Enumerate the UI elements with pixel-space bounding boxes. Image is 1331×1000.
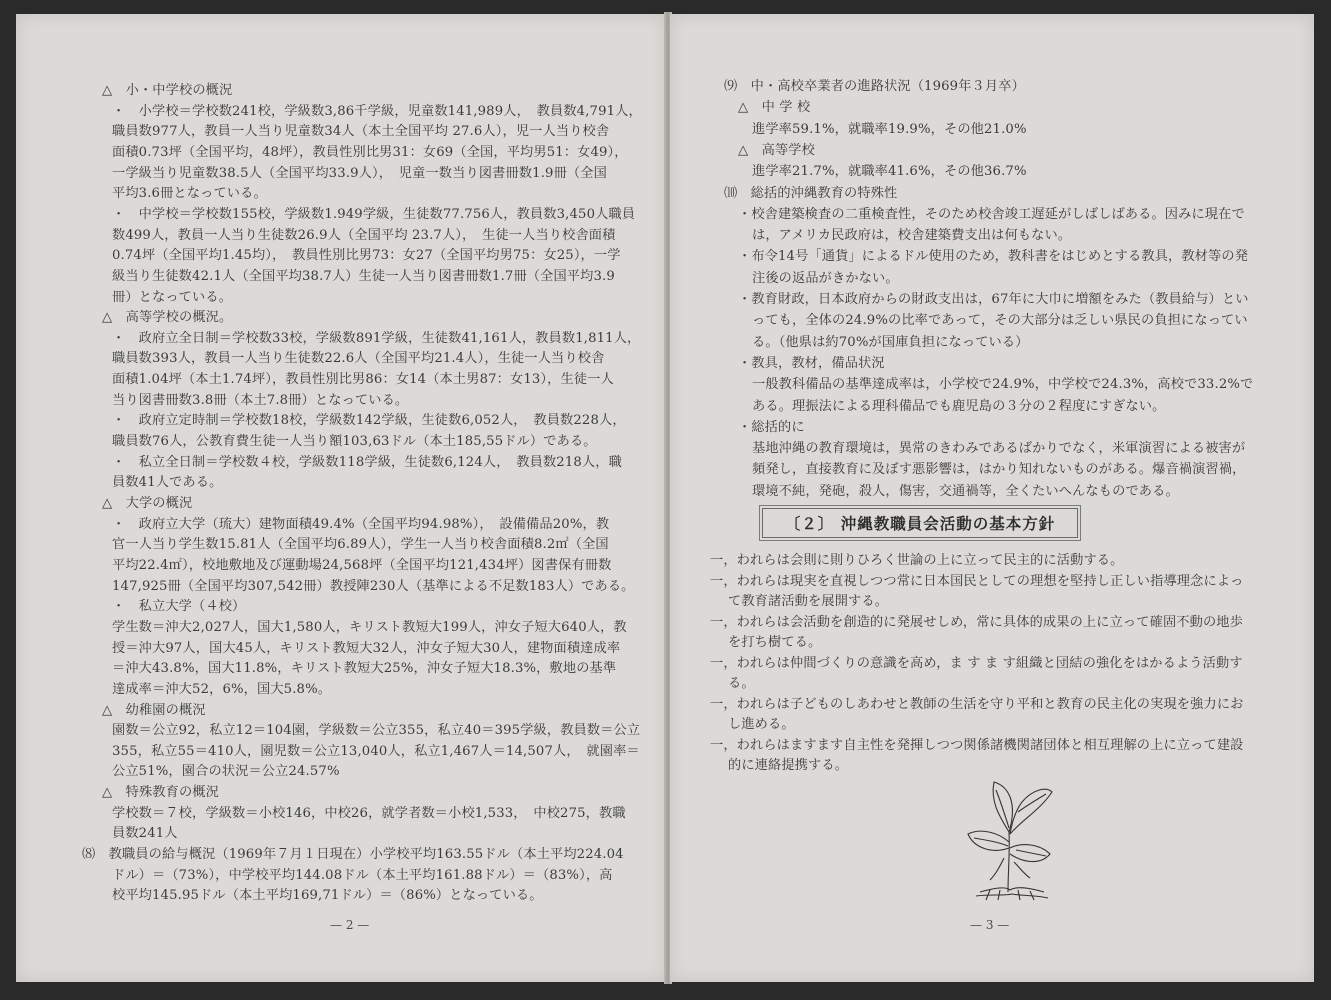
text-line: 注後の返品がきかない。 — [752, 270, 899, 286]
text-line: 官一人当り学生数15.81人（全国平均6.89人），学生一人当り校舎面積8.2㎡（全国 — [112, 537, 609, 553]
text-line: ⑼ 中・高校卒業者の進路状況（1969年３月卒） — [724, 79, 1025, 94]
text-line: ・ 私立大学（４校） — [112, 599, 246, 615]
text-line: 当り図書冊数3.8冊（本土7.8冊）となっている。 — [112, 392, 409, 408]
text-line: 園数＝公立92，私立12＝104園，学級数＝公立355，私立40＝395学級，教員数＝公立 — [112, 723, 641, 739]
text-line: 一，われらは仲間づくりの意識を高め，ま す ま す組織と団結の強化をはかるよう活動す — [710, 655, 1243, 671]
text-line: 頻発し，直接教育に及ぼす悪影響は，はかり知れないものがある。爆音禍演習禍， — [752, 462, 1246, 478]
plant-illustration-icon — [960, 762, 1060, 904]
text-line: ・布令14号「通貨」によるドル使用のため，教科書をはじめとする教具，教材等の発 — [738, 249, 1249, 265]
text-line: ・ 私立全日制＝学校数４校，学級数118学級，生徒数6,124人， 教員数218人，職 — [112, 454, 622, 470]
text-line: 147,925冊（全国平均307,542冊）教授陣230人（基準による不足数183人）である。 — [112, 578, 635, 594]
text-line: し進める。 — [728, 717, 795, 732]
text-line: △ 高等学校 — [738, 142, 815, 158]
text-line: を打ち樹てる。 — [728, 635, 822, 650]
text-line: ・総括的に — [738, 419, 805, 435]
text-line: 職員数393人，教員一人当り生徒数22.6人（全国平均21.4人），生徒一人当り校舎 — [112, 351, 605, 367]
text-line: △ 中 学 校 — [738, 100, 811, 116]
text-line: ・ 小学校＝学校数241校，学級数3,86千学級，児童数141,989人， 教員数4,791人， — [112, 103, 642, 119]
text-line: ・教具，教材，備品状況 — [738, 355, 885, 371]
page-number-left: — 2 — — [330, 918, 370, 932]
text-line: ある。理振法による理科備品でも鹿児島の３分の２程度にすぎない。 — [752, 398, 1166, 414]
text-line: 公立51%，園合の状況＝公立24.57% — [112, 764, 340, 780]
text-line: 一学級当り児童数38.5人（全国平均33.9人）， 児童一数当り図書冊数1.9冊（全国 — [112, 165, 607, 181]
page-number-right: — 3 — — [970, 918, 1010, 932]
text-line: 基地沖縄の教育環境は，異常のきわみであるばかりでなく，米軍演習による被害が — [752, 441, 1246, 457]
text-line: △ 小・中学校の概況 — [102, 83, 233, 98]
text-line: 数499人，教員一人当り生徒数26.9人（全国平均 23.7人）， 生徒一人当り校舎面積 — [112, 227, 616, 243]
text-line: 職員数76人，公教育費生徒一人当り額103,63ドル（本土185,55ドル）である。 — [112, 434, 597, 450]
text-line: ＝沖大43.8%，国大11.8%，キリスト教短大25%，沖女子短大18.3%，敷地の基準 — [112, 661, 617, 677]
text-line: は，アメリカ民政府は，校舎建築費支出は何もない。 — [752, 228, 1072, 244]
text-line: 0.74坪（全国平均1.45均）， 教員性別比男73：女27（全国平均男75：女25），一学 — [112, 248, 621, 264]
text-line: 職員数977人，教員一人当り児童数34人（本土全国平均 27.6人），児一人当り校舎 — [112, 124, 610, 140]
text-line: 進学率21.7%，就職率41.6%，その他36.7% — [752, 164, 1027, 180]
right-page-policy-list — [670, 544, 1314, 784]
text-line: 学校数＝７校，学級数＝小校146，中校26，就学者数＝小校1,533， 中校275，教職 — [112, 805, 626, 821]
text-line: ・校舎建築検査の二重検査性，そのため校舎竣工遅延がしばしばある。因みに現在で — [738, 206, 1245, 222]
text-line: ・ 政府立定時制＝学校数18校，学級数142学級，生徒数6,052人， 教員数228人， — [112, 413, 626, 429]
text-line: 環境不純，発砲，殺人，傷害，交通禍等，全くたいへんなものである。 — [752, 483, 1179, 499]
text-line: 一，われらは現実を直視しつつ常に日本国民としての理想を堅持し正しい指導理念によっ — [710, 573, 1244, 589]
text-line: 達成率＝沖大52，6%，国大5.8%。 — [112, 681, 332, 697]
text-line: ドル）＝（73%），中学校平均144.08ドル（本土平均161.88ドル）＝（83%），高 — [112, 867, 613, 883]
text-line: 冊）となっている。 — [112, 289, 233, 305]
text-line: ・教育財政，日本政府からの財政支出は，67年に大巾に増額をみた（教員給与）とい — [738, 292, 1249, 307]
text-line: 授＝沖大97人，国大45人，キリスト教短大32人，沖女子短大30人，建物面積達成率 — [112, 640, 621, 656]
text-line: 面積1.04坪（本土1.74坪），教員性別比男86：女14（本土男87：女13），生徒一人 — [112, 372, 614, 388]
text-line: 員数41人である。 — [112, 475, 223, 491]
text-line: ・ 政府立全日制＝学校数33校，学級数891学級，生徒数41,161人，教員数1,811人， — [112, 330, 641, 346]
text-line: る。 — [728, 676, 755, 691]
text-line: 進学率59.1%，就職率19.9%，その他21.0% — [752, 121, 1027, 137]
text-line: 平均22.4㎡），校地敷地及び運動場24,568坪（全国平均121,434坪）図書保有冊数 — [112, 557, 612, 573]
text-line: 一，われらはますます自主性を発揮しつつ関係諸機関諸団体と相互理解の上に立って建設 — [710, 737, 1244, 753]
right-page — [670, 14, 1314, 982]
text-line: △ 幼稚園の概況 — [102, 702, 206, 718]
text-line: 一，われらは子どものしあわせと教師の生活を守り平和と教育の民主化の実現を強力にお — [710, 696, 1244, 712]
text-line: ・ 中学校＝学校数155校，学級数1.949学級，生徒数77.756人，教員数3,450人職員 — [112, 206, 636, 222]
right-page-text-top — [670, 14, 1314, 504]
text-line: △ 特殊教育の概況 — [102, 785, 219, 801]
text-line: ⑻ 教職員の給与概況（1969年７月１日現在）小学校平均163.55ドル（本土平均224.04 — [82, 847, 624, 863]
left-page — [16, 14, 666, 982]
section-heading: 〔２〕 沖縄教職員会活動の基本方針 — [762, 508, 1078, 538]
text-line: 355，私立55＝410人，園児数＝公立13,040人，私立1,467人＝14,507人， 就園率＝ — [112, 743, 640, 759]
text-line: て教育諸活動を展開する。 — [728, 594, 889, 609]
text-line: 一，われらは会活動を創造的に発展せしめ，常に具体的成果の上に立って確固不動の地歩 — [710, 614, 1243, 630]
text-line: △ 大学の概況 — [102, 496, 193, 511]
text-line: 一，われらは会則に則りひろく世論の上に立って民主的に活動する。 — [710, 553, 1124, 568]
left-page-text — [16, 14, 666, 982]
text-line: ⑽ 総括的沖縄教育の特殊性 — [724, 185, 898, 201]
text-line: 平均3.6冊となっている。 — [112, 186, 267, 202]
text-line: 員数241人 — [112, 826, 178, 842]
text-line: 級当り生徒数42.1人（全国平均38.7人）生徒一人当り図書冊数1.7冊（全国平均3.9 — [112, 268, 615, 284]
text-line: ・ 政府立大学（琉大）建物面積49.4%（全国平均94.98%）， 設備備品20%，教 — [112, 516, 610, 532]
text-line: っても，全体の24.9%の比率であって，その大部分は乏しい県民の負担になってい — [752, 313, 1248, 329]
text-line: △ 高等学校の概況。 — [102, 310, 233, 326]
text-line: る。（他県は約70%が国庫負担になっている） — [752, 334, 1029, 350]
text-line: 校平均145.95ドル（本土平均169,71ドル）＝（86%）となっている。 — [112, 888, 543, 904]
text-line: 的に連絡提携する。 — [728, 758, 849, 773]
text-line: 面積0.73坪（全国平均，48坪），教員性別比男31：女69（全国，平均男51：女49）， — [112, 144, 628, 160]
text-line: 一般教科備品の基準達成率は，小学校で24.9%，中学校で24.3%，高校で33.2%で — [752, 377, 1254, 393]
text-line: 学生数＝沖大2,027人，国大1,580人，キリスト教短大199人，沖女子短大640人，教 — [112, 619, 627, 635]
